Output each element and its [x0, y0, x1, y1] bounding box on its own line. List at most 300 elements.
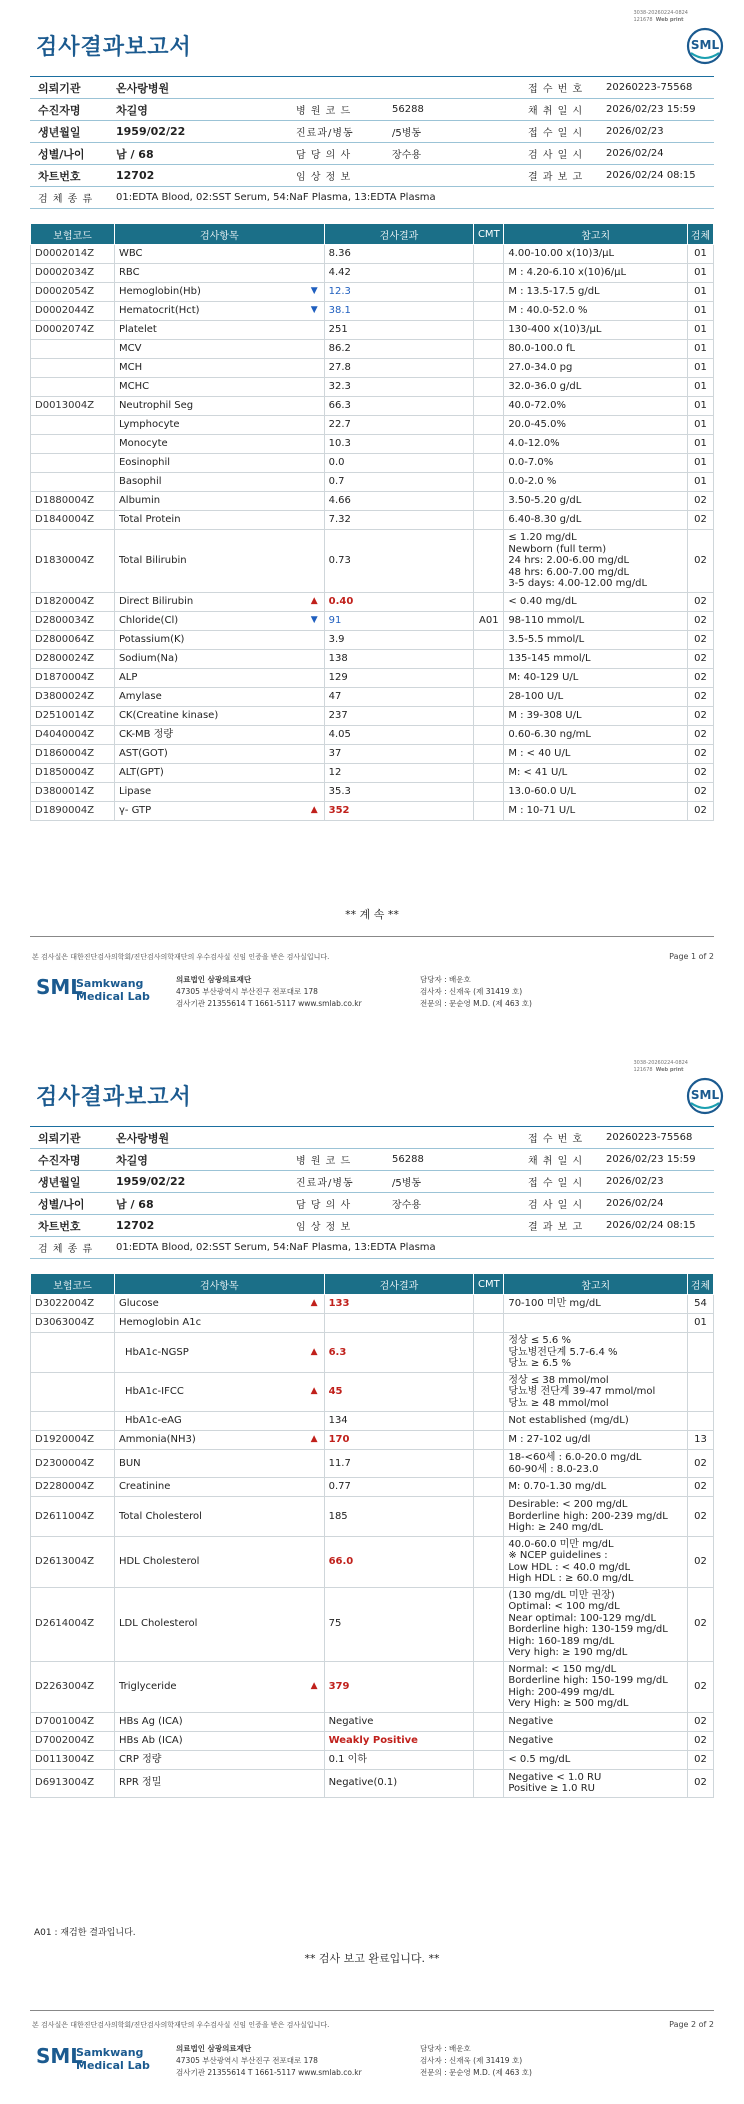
cmt-cell [474, 454, 504, 473]
test-name: CK(Creatine kinase) [118, 709, 219, 721]
table-row [31, 530, 714, 593]
sml-logo: SML [686, 27, 724, 65]
test-name-cell [114, 1731, 324, 1750]
reference-line: M : 39-308 U/L [508, 709, 582, 721]
reference-line: 13.0-60.0 U/L [508, 785, 576, 797]
reference-line: (130 mg/dL 미만 권장) [508, 1589, 615, 1601]
insurance-code-cell [31, 454, 115, 473]
table-row [31, 492, 714, 511]
reference-line: M : < 40 U/L [508, 747, 571, 759]
table-row [31, 1333, 714, 1373]
reference-line: 27.0-34.0 pg [508, 362, 573, 374]
finished-note: ** 검사 보고 완료입니다. ** [304, 1952, 440, 1965]
footer-note: 본 검사실은 대한진단검사의학회/진단검사의학재단의 우수검사실 신임 인증을 받은 검사실입니다. [32, 953, 330, 961]
reference-line: 0.0-7.0% [508, 457, 554, 469]
test-name: Basophil [118, 476, 162, 488]
test-name: ALP [118, 671, 138, 683]
reference-cell [504, 1536, 688, 1587]
test-name-cell [114, 706, 324, 725]
reference-cell [504, 416, 688, 435]
table-row [31, 1295, 714, 1314]
specimen-cell: 02 [687, 1497, 713, 1537]
table-row [31, 649, 714, 668]
insurance-code-cell: D1830004Z [31, 530, 115, 593]
reference-line: M: 0.70-1.30 mg/dL [508, 1481, 607, 1493]
test-name-cell [114, 1450, 324, 1478]
collect-value: 2026/02/23 15:59 [606, 104, 696, 115]
reference-cell [504, 1731, 688, 1750]
reference-line: Very High: ≥ 500 mg/dL [508, 1698, 629, 1709]
test-name-cell [114, 744, 324, 763]
cmt-cell [474, 744, 504, 763]
reference-line: 40.0-60.0 미만 mg/dL [508, 1538, 614, 1550]
reference-cell [504, 1412, 688, 1431]
reference-line: ※ NCEP guidelines : [508, 1550, 608, 1561]
insurance-code-cell: D1890004Z [31, 801, 115, 820]
result-cell: 37 [324, 744, 474, 763]
reference-line: 0.0-2.0 % [508, 476, 557, 488]
insurance-code-cell: D3022004Z [31, 1295, 115, 1314]
cmt-cell [474, 435, 504, 454]
test-name: Total Bilirubin [118, 555, 187, 566]
cmt-cell [474, 283, 504, 302]
cmt-cell [474, 687, 504, 706]
report-label: 결 과 보 고 [528, 172, 584, 183]
footer-note: 본 검사실은 대한진단검사의학회/진단검사의학재단의 우수검사실 신임 인증을 받은 검사실입니다. [32, 2021, 330, 2029]
test-name: Lymphocyte [118, 419, 180, 431]
reference-cell [504, 744, 688, 763]
reference-line: 40.0-72.0% [508, 400, 566, 412]
reference-line: < 0.5 mg/dL [508, 1753, 571, 1765]
insurance-code-cell: D7001004Z [31, 1712, 115, 1731]
reference-cell [504, 611, 688, 630]
insurance-code-cell: D0002034Z [31, 264, 115, 283]
table-row [31, 1372, 714, 1412]
specimen-cell: 01 [687, 378, 713, 397]
test-name-cell [114, 1431, 324, 1450]
dob-label: 생년월일 [38, 125, 81, 139]
reference-line: 정상 ≤ 38 mmol/mol [508, 1374, 609, 1386]
reference-line: 32.0-36.0 g/dL [508, 381, 582, 393]
high-flag-icon: ▲ [310, 1434, 318, 1445]
insurance-code-cell: D2611004Z [31, 1497, 115, 1537]
specimen-cell: 02 [687, 668, 713, 687]
cmt-cell [474, 397, 504, 416]
report-title: 검사결과보고서 [36, 1085, 192, 1110]
result-cell: 4.05 [324, 725, 474, 744]
test-name: Hemoglobin A1c [118, 1317, 202, 1329]
receipt-no-label: 접 수 번 호 [528, 84, 584, 95]
test-name: Creatinine [118, 1481, 171, 1493]
table-row [31, 1661, 714, 1712]
page-number: Page 1 of 2 [669, 952, 714, 961]
specimen-cell: 02 [687, 801, 713, 820]
reference-line: 60-90세 : 8.0-23.0 [508, 1463, 599, 1475]
reference-line: Desirable: < 200 mg/dL [508, 1499, 628, 1510]
insurance-code-cell: D2300004Z [31, 1450, 115, 1478]
test-name-cell [114, 245, 324, 264]
specimen-cell [687, 1333, 713, 1373]
reference-cell [504, 1431, 688, 1450]
specimen-cell: 02 [687, 706, 713, 725]
reference-cell [504, 1314, 688, 1333]
specimen-cell: 01 [687, 321, 713, 340]
test-name: Eosinophil [118, 457, 171, 469]
insurance-code-cell: D1860004Z [31, 744, 115, 763]
high-flag-icon: ▲ [310, 1298, 318, 1309]
table-row [31, 454, 714, 473]
insurance-code-cell [31, 1372, 115, 1412]
table-row [31, 1587, 714, 1661]
test-name-cell [114, 416, 324, 435]
test-name-cell [114, 1412, 324, 1431]
result-cell: 379 [324, 1661, 474, 1712]
test-name: Chloride(Cl) [118, 614, 179, 626]
col-code: 보험코드 [31, 224, 115, 245]
cmt-cell [474, 1712, 504, 1731]
reference-cell [504, 801, 688, 820]
reference-line: Negative < 1.0 RU [508, 1771, 602, 1783]
cmt-cell [474, 473, 504, 492]
hospital-value: 온사랑병원 [116, 81, 170, 95]
reference-line: High HDL : ≥ 60.0 mg/dL [508, 1573, 634, 1584]
insurance-code-cell: D1840004Z [31, 511, 115, 530]
test-name: Amylase [118, 690, 162, 702]
test-name: CK-MB 정량 [118, 728, 174, 740]
table-row [31, 264, 714, 283]
specimen-cell: 01 [687, 454, 713, 473]
cmt-cell [474, 1478, 504, 1497]
reference-line: Very high: ≥ 190 mg/dL [508, 1647, 628, 1658]
col-cmt: CMT [474, 224, 504, 245]
test-name-cell [114, 1712, 324, 1731]
reference-line: 70-100 미만 mg/dL [508, 1298, 601, 1310]
result-cell: 0.0 [324, 454, 474, 473]
test-name-cell [114, 359, 324, 378]
reference-line: High: 200-499 mg/dL [508, 1686, 615, 1698]
insurance-code-cell: D2800024Z [31, 649, 115, 668]
result-cell: 4.66 [324, 492, 474, 511]
cmt-cell [474, 321, 504, 340]
specimen-cell: 13 [687, 1431, 713, 1450]
specimen-cell: 02 [687, 511, 713, 530]
test-name: Platelet [118, 324, 157, 336]
table-row [31, 1769, 714, 1797]
result-cell: 170 [324, 1431, 474, 1450]
specimen-cell: 02 [687, 687, 713, 706]
reference-line: Normal: < 150 mg/dL [508, 1663, 617, 1675]
cmt-cell [474, 1661, 504, 1712]
test-name: CRP 정량 [118, 1753, 162, 1765]
print-stamp: 3038-20260224-0824 121678 Web print [633, 1060, 688, 1073]
result-cell: 75 [324, 1587, 474, 1661]
cmt-cell [474, 245, 504, 264]
cmt-cell [474, 530, 504, 593]
result-cell: 6.3 [324, 1333, 474, 1373]
table-row [31, 1314, 714, 1333]
insurance-code-cell: D4040004Z [31, 725, 115, 744]
high-flag-icon: ▲ [310, 1346, 318, 1357]
insurance-code-cell: D2280004Z [31, 1478, 115, 1497]
cmt-cell [474, 1431, 504, 1450]
test-name: MCH [118, 362, 143, 374]
specimen-cell: 01 [687, 1314, 713, 1333]
insurance-code-cell: D3800024Z [31, 687, 115, 706]
specimen-cell [687, 1412, 713, 1431]
cmt-cell [474, 725, 504, 744]
cmt-cell [474, 1333, 504, 1373]
result-cell: 0.73 [324, 530, 474, 593]
test-name: AST(GOT) [118, 747, 168, 759]
specimen-cell: 01 [687, 264, 713, 283]
test-name-cell [114, 321, 324, 340]
cmt-cell [474, 592, 504, 611]
cmt-cell [474, 1497, 504, 1537]
result-cell: 133 [324, 1295, 474, 1314]
insurance-code-cell: D6913004Z [31, 1769, 115, 1797]
reference-line: Low HDL : < 40.0 mg/dL [508, 1561, 631, 1573]
specimen-cell: 02 [687, 1731, 713, 1750]
table-row [31, 321, 714, 340]
footer-logo: SML Samkwang Medical Lab [36, 2044, 150, 2072]
collect-label: 채 취 일 시 [528, 106, 584, 117]
reference-line: Negative [508, 1715, 554, 1727]
reference-line: 3.5-5.5 mmol/L [508, 633, 585, 645]
reference-line: ≤ 1.20 mg/dL [508, 532, 577, 543]
low-flag-icon: ▼ [310, 305, 318, 316]
col-ref: 참고치 [504, 224, 688, 245]
specimen-cell: 02 [687, 763, 713, 782]
insurance-code-cell: D7002004Z [31, 1731, 115, 1750]
cmt-cell [474, 763, 504, 782]
reference-cell [504, 302, 688, 321]
reference-cell [504, 649, 688, 668]
result-cell: 8.36 [324, 245, 474, 264]
reference-line: Near optimal: 100-129 mg/dL [508, 1612, 657, 1624]
test-name-cell [114, 630, 324, 649]
specimen-cell: 01 [687, 340, 713, 359]
results-table-page-1 [30, 223, 714, 821]
table-row [31, 706, 714, 725]
test-name: HbA1c-IFCC [124, 1386, 184, 1397]
reference-line: 135-145 mmol/L [508, 652, 591, 664]
table-row [31, 668, 714, 687]
tested-label: 검 사 일 시 [528, 150, 584, 161]
specimen-cell: 02 [687, 744, 713, 763]
reference-line: M : 13.5-17.5 g/dL [508, 286, 600, 298]
test-name: HBs Ab (ICA) [118, 1734, 183, 1746]
table-row [31, 511, 714, 530]
patient-header [30, 76, 714, 209]
cmt-cell [474, 511, 504, 530]
reference-line: M: < 41 U/L [508, 766, 568, 778]
result-cell: 22.7 [324, 416, 474, 435]
sex-age-label: 성별/나이 [38, 147, 85, 161]
insurance-code-cell: D2800064Z [31, 630, 115, 649]
reference-line: Newborn (full term) [508, 543, 607, 555]
insurance-code-cell: D2263004Z [31, 1661, 115, 1712]
test-name-cell [114, 1587, 324, 1661]
chart-no-label: 차트번호 [38, 169, 81, 183]
test-name-cell [114, 492, 324, 511]
cmt-cell [474, 630, 504, 649]
test-name: HbA1c-NGSP [124, 1346, 189, 1358]
hosp-code-label: 병 원 코 드 [296, 106, 352, 117]
specimen-cell: 02 [687, 1661, 713, 1712]
test-name-cell [114, 302, 324, 321]
cmt-cell [474, 801, 504, 820]
test-name-cell [114, 1372, 324, 1412]
reference-line: < 0.40 mg/dL [508, 595, 577, 607]
reference-cell [504, 1587, 688, 1661]
test-name: Total Protein [118, 514, 181, 526]
cmt-cell [474, 649, 504, 668]
low-flag-icon: ▼ [310, 614, 318, 625]
results-table-page-2 [30, 1273, 714, 1798]
specimen-cell: 01 [687, 416, 713, 435]
result-cell: 32.3 [324, 378, 474, 397]
reference-cell [504, 340, 688, 359]
test-name-cell [114, 397, 324, 416]
test-name-cell [114, 454, 324, 473]
test-name-cell [114, 1478, 324, 1497]
insurance-code-cell: D3800014Z [31, 782, 115, 801]
chart-no-value: 12702 [116, 169, 155, 182]
table-row [31, 782, 714, 801]
report-page-1 [0, 0, 744, 1040]
specimen-cell: 01 [687, 245, 713, 264]
test-name-cell [114, 1769, 324, 1797]
result-cell: 45 [324, 1372, 474, 1412]
table-row [31, 359, 714, 378]
reference-cell [504, 1450, 688, 1478]
specimen-cell: 02 [687, 1478, 713, 1497]
test-name-cell [114, 378, 324, 397]
table-row [31, 1450, 714, 1478]
table-row [31, 1750, 714, 1769]
reference-cell [504, 630, 688, 649]
test-name-cell [114, 1497, 324, 1537]
test-name-cell [114, 1661, 324, 1712]
reference-cell [504, 725, 688, 744]
continued-note: ** 계 속 ** [345, 908, 399, 921]
specimen-cell: 54 [687, 1295, 713, 1314]
col-cmt: CMT [474, 1274, 504, 1295]
reference-cell [504, 1497, 688, 1537]
reference-line: 3-5 days: 4.00-12.00 mg/dL [508, 578, 648, 589]
result-cell: 66.3 [324, 397, 474, 416]
patient-value: 차길영 [116, 103, 148, 117]
insurance-code-cell: D2510014Z [31, 706, 115, 725]
result-cell: 86.2 [324, 340, 474, 359]
cmt-cell [474, 706, 504, 725]
reference-line: 28-100 U/L [508, 690, 564, 702]
specimen-cell: 01 [687, 397, 713, 416]
table-row [31, 1731, 714, 1750]
insurance-code-cell: D0002054Z [31, 283, 115, 302]
a01-note: A01 : 재검한 결과입니다. [34, 1928, 136, 1938]
test-name-cell [114, 611, 324, 630]
table-row [31, 397, 714, 416]
specimen-cell: 02 [687, 1450, 713, 1478]
test-name-cell [114, 782, 324, 801]
test-name: Glucose [118, 1298, 159, 1310]
insurance-code-cell [31, 1333, 115, 1373]
test-name-cell [114, 473, 324, 492]
cmt-cell [474, 1314, 504, 1333]
insurance-code-cell: D2800034Z [31, 611, 115, 630]
reference-line: 18-<60세 : 6.0-20.0 mg/dL [508, 1452, 642, 1463]
reference-cell [504, 245, 688, 264]
test-name-cell [114, 264, 324, 283]
insurance-code-cell: D2613004Z [31, 1536, 115, 1587]
reference-line: Not established (mg/dL) [508, 1415, 629, 1427]
result-cell: 352 [324, 801, 474, 820]
cmt-cell [474, 416, 504, 435]
specimen-kind-value: 01:EDTA Blood, 02:SST Serum, 54:NaF Plasma, 13:EDTA Plasma [116, 192, 436, 203]
table-row [31, 687, 714, 706]
insurance-code-cell [31, 1412, 115, 1431]
result-cell: 138 [324, 649, 474, 668]
table-row [31, 1478, 714, 1497]
low-flag-icon: ▼ [310, 286, 318, 297]
test-name-cell [114, 649, 324, 668]
reference-line: Borderline high: 130-159 mg/dL [508, 1624, 668, 1635]
high-flag-icon: ▲ [310, 595, 318, 606]
received-value: 2026/02/23 [606, 126, 664, 137]
insurance-code-cell [31, 359, 115, 378]
result-cell: 27.8 [324, 359, 474, 378]
reference-cell [504, 454, 688, 473]
hospital-label: 의뢰기관 [38, 81, 81, 95]
table-row [31, 473, 714, 492]
patient-header: 의뢰기관 온사랑병원 접 수 번 호 20260223-75568 수진자명 차길영 병 원 코 드 56288 채 취 일 시 2026/02/23 15:59 생년월일 1959/02/22 진료과/병동 /5병동 접 수 일 시 2026/02/23 성별/나이 남 / 68 담 당 의 사 장수용 검 사 일 시 2026/02/24 차트번호 12702 임 상 정 보 결 과 보 고 2026/02/24 08:15 검 체 종 류 01:EDTA Blood, 02:SST Serum, 54:NaF Plasma, 13:EDTA Plasma [30, 1126, 714, 1259]
table-row [31, 592, 714, 611]
test-name-cell [114, 1750, 324, 1769]
col-result: 검사결과 [324, 224, 474, 245]
dept-value: /5병동 [392, 128, 422, 139]
insurance-code-cell: D0113004Z [31, 1750, 115, 1769]
page-number: Page 2 of 2 [669, 2020, 714, 2029]
test-name: HBs Ag (ICA) [118, 1715, 183, 1727]
test-name: Triglyceride [118, 1680, 177, 1692]
reference-line: M: 40-129 U/L [508, 671, 579, 683]
reference-cell [504, 283, 688, 302]
specimen-cell: 02 [687, 1769, 713, 1797]
insurance-code-cell [31, 378, 115, 397]
reference-line: 24 hrs: 2.00-6.00 mg/dL [508, 555, 630, 566]
reference-line: 당뇨병 전단계 39-47 mmol/mol [508, 1386, 656, 1397]
reference-line: Positive ≥ 1.0 RU [508, 1783, 595, 1794]
dept-label: 진료과/병동 [296, 128, 354, 139]
report-value: 2026/02/24 08:15 [606, 170, 696, 181]
test-name-cell [114, 511, 324, 530]
doctor-label: 담 당 의 사 [296, 150, 352, 161]
reference-line: Optimal: < 100 mg/dL [508, 1601, 620, 1612]
reference-line: 80.0-100.0 fL [508, 343, 576, 355]
insurance-code-cell: D1920004Z [31, 1431, 115, 1450]
col-item: 검사항목 [114, 224, 324, 245]
test-name: Lipase [118, 785, 152, 797]
footer-signatures: 담당자 : 배운호 검사자 : 신재욱 (제 31419 호) 전문의 : 문순영 M.D. (제 463 호) [420, 2044, 532, 2077]
receipt-no-value: 20260223-75568 [606, 82, 693, 93]
specimen-cell [687, 1372, 713, 1412]
reference-cell [504, 1661, 688, 1712]
cmt-cell [474, 1372, 504, 1412]
insurance-code-cell [31, 473, 115, 492]
reference-cell [504, 435, 688, 454]
reference-cell [504, 592, 688, 611]
